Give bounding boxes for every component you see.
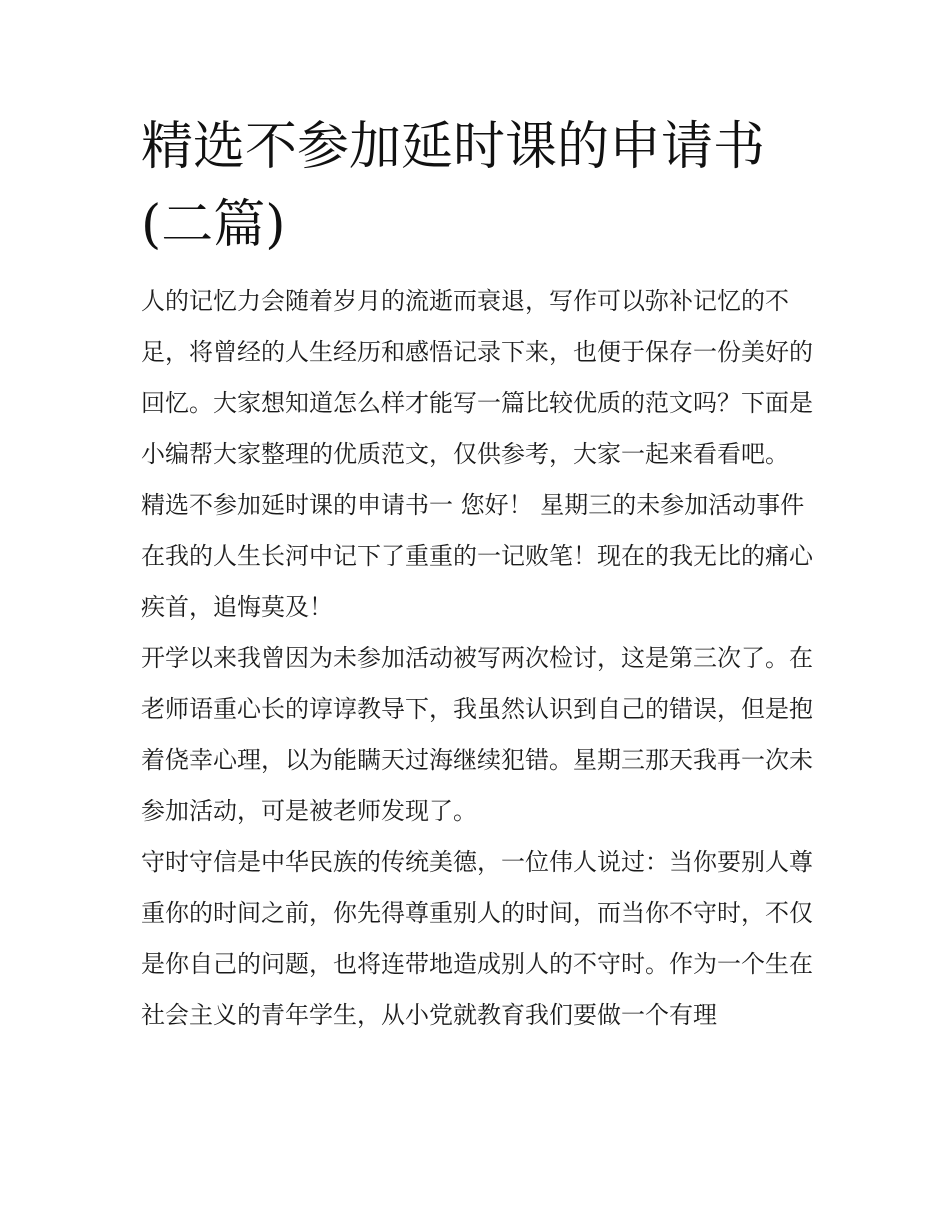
document-content [141, 108, 813, 1041]
paragraph-third-offense: 开学以来我曾因为未参加活动被写两次检讨，这是第三次了。在老师语重心长的谆谆教导下，我虽然认识到自己的错误，但是抱着侥幸心理，以为能瞒天过海继续犯错。星期三那天我再一次未参加活动，可是被老师发现了。 [141, 644, 813, 825]
paragraph-intro: 人的记忆力会随着岁月的流逝而衰退，写作可以弥补记忆的不足，将曾经的人生经历和感悟记录下来，也便于保存一份美好的回忆。大家想知道怎么样才能写一篇比较优质的范文吗？下面是小编帮大家整理的优质范文，仅供参考，大家一起来看看吧。 [141, 287, 813, 468]
document-title: 精选不参加延时课的申请书(二篇) [141, 117, 766, 255]
paragraph-punctuality: 守时守信是中华民族的传统美德，一位伟人说过：当你要别人尊重你的时间之前，你先得尊重别人的时间，而当你不守时，不仅是你自己的问题，也将连带地造成别人的不守时。作为一个生在社会主义的青年学生，从小党就教育我们要做一个有理 [141, 848, 813, 1029]
paragraph-letter-opening: 精选不参加延时课的申请书一 您好！ 星期三的未参加活动事件在我的人生长河中记下了重重的一记败笔！现在的我无比的痛心疾首，追悔莫及！ [141, 491, 813, 621]
document-body [141, 276, 813, 1041]
